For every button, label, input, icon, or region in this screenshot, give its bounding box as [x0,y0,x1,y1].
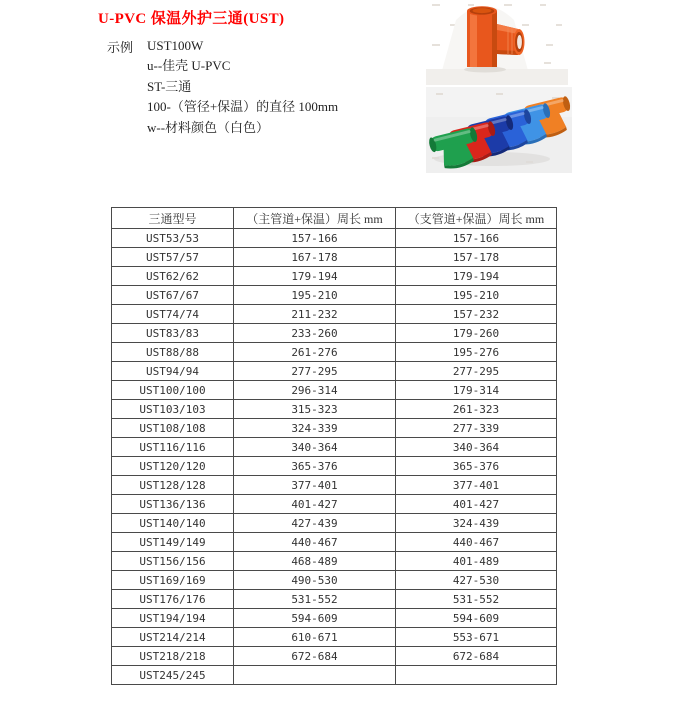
circumference-cell: 157-232 [396,305,557,324]
table-row [112,267,557,286]
circumference-cell: 672-684 [396,647,557,666]
circumference-cell: 377-401 [234,476,396,495]
circumference-cell: 261-323 [396,400,557,419]
model-cell: UST156/156 [112,552,234,571]
example-block [147,36,338,138]
table-row [112,571,557,590]
model-cell: UST140/140 [112,514,234,533]
circumference-cell: 179-194 [234,267,396,286]
table-row [112,229,557,248]
model-cell: UST136/136 [112,495,234,514]
circumference-cell: 440-467 [396,533,557,552]
circumference-cell: 365-376 [396,457,557,476]
model-cell: UST57/57 [112,248,234,267]
table-body [112,229,557,685]
circumference-cell: 427-439 [234,514,396,533]
table-row [112,419,557,438]
col-header-branch-circumference: （支管道+保温）周长 mm [396,208,557,229]
example-line: UST100W [147,38,204,53]
model-cell: UST120/120 [112,457,234,476]
circumference-cell: 531-552 [396,590,557,609]
table-row [112,514,557,533]
table-row [112,533,557,552]
table-row [112,343,557,362]
circumference-cell: 531-552 [234,590,396,609]
circumference-cell: 157-166 [234,229,396,248]
spec-table [111,207,557,685]
table-row [112,248,557,267]
model-cell: UST83/83 [112,324,234,343]
model-cell: UST214/214 [112,628,234,647]
col-header-model: 三通型号 [112,208,234,229]
model-cell: UST100/100 [112,381,234,400]
circumference-cell: 195-276 [396,343,557,362]
circumference-cell: 340-364 [234,438,396,457]
example-line: 100-（管径+保温）的直径 100mm [147,99,339,115]
table-row [112,476,557,495]
circumference-cell: 157-178 [396,248,557,267]
circumference-cell: 195-210 [234,286,396,305]
table-row [112,457,557,476]
model-cell: UST116/116 [112,438,234,457]
table-row [112,400,557,419]
circumference-cell: 277-339 [396,419,557,438]
circumference-cell: 468-489 [234,552,396,571]
table-row [112,628,557,647]
model-cell: UST128/128 [112,476,234,495]
circumference-cell: 157-166 [396,229,557,248]
circumference-cell: 490-530 [234,571,396,590]
table-row [112,495,557,514]
circumference-cell: 211-232 [234,305,396,324]
col-header-main-circumference: （主管道+保温）周长 mm [234,208,396,229]
circumference-cell: 427-530 [396,571,557,590]
model-cell: UST149/149 [112,533,234,552]
table-row [112,647,557,666]
table-row [112,362,557,381]
page-title: U-PVC 保温外护三通(UST) [98,11,285,27]
table-row [112,590,557,609]
model-cell: UST74/74 [112,305,234,324]
table-row [112,286,557,305]
model-cell: UST103/103 [112,400,234,419]
model-cell: UST53/53 [112,229,234,248]
table-row [112,552,557,571]
model-cell: UST169/169 [112,571,234,590]
circumference-cell: 296-314 [234,381,396,400]
model-cell: UST94/94 [112,362,234,381]
model-cell: UST194/194 [112,609,234,628]
circumference-cell: 324-339 [234,419,396,438]
model-cell: UST218/218 [112,647,234,666]
circumference-cell: 594-609 [396,609,557,628]
table-row [112,305,557,324]
circumference-cell [396,666,557,685]
circumference-cell: 261-276 [234,343,396,362]
circumference-cell: 233-260 [234,324,396,343]
circumference-cell: 610-671 [234,628,396,647]
model-cell: UST62/62 [112,267,234,286]
circumference-cell: 553-671 [396,628,557,647]
circumference-cell: 179-260 [396,324,557,343]
circumference-cell: 594-609 [234,609,396,628]
circumference-cell: 377-401 [396,476,557,495]
table-row [112,324,557,343]
table-row [112,381,557,400]
model-cell: UST245/245 [112,666,234,685]
circumference-cell: 167-178 [234,248,396,267]
circumference-cell: 277-295 [234,362,396,381]
colored-shells-photo [426,87,572,173]
circumference-cell: 365-376 [234,457,396,476]
table-row [112,666,557,685]
circumference-cell: 277-295 [396,362,557,381]
table-header-row [112,208,557,229]
circumference-cell: 324-439 [396,514,557,533]
circumference-cell: 401-427 [396,495,557,514]
circumference-cell: 195-210 [396,286,557,305]
circumference-cell: 440-467 [234,533,396,552]
circumference-cell: 401-489 [396,552,557,571]
model-cell: UST88/88 [112,343,234,362]
model-cell: UST67/67 [112,286,234,305]
example-label: 示例 [107,40,134,55]
table-row [112,438,557,457]
circumference-cell [234,666,396,685]
example-line: ST-三通 [147,78,192,94]
circumference-cell: 340-364 [396,438,557,457]
orange-tee-photo [426,0,568,85]
circumference-cell: 672-684 [234,647,396,666]
table-row [112,609,557,628]
circumference-cell: 179-314 [396,381,557,400]
example-line: u--佳壳 U-PVC [147,58,231,74]
model-cell: UST176/176 [112,590,234,609]
example-line: w--材料颜色（白色） [147,119,270,135]
circumference-cell: 401-427 [234,495,396,514]
circumference-cell: 179-194 [396,267,557,286]
model-cell: UST108/108 [112,419,234,438]
circumference-cell: 315-323 [234,400,396,419]
